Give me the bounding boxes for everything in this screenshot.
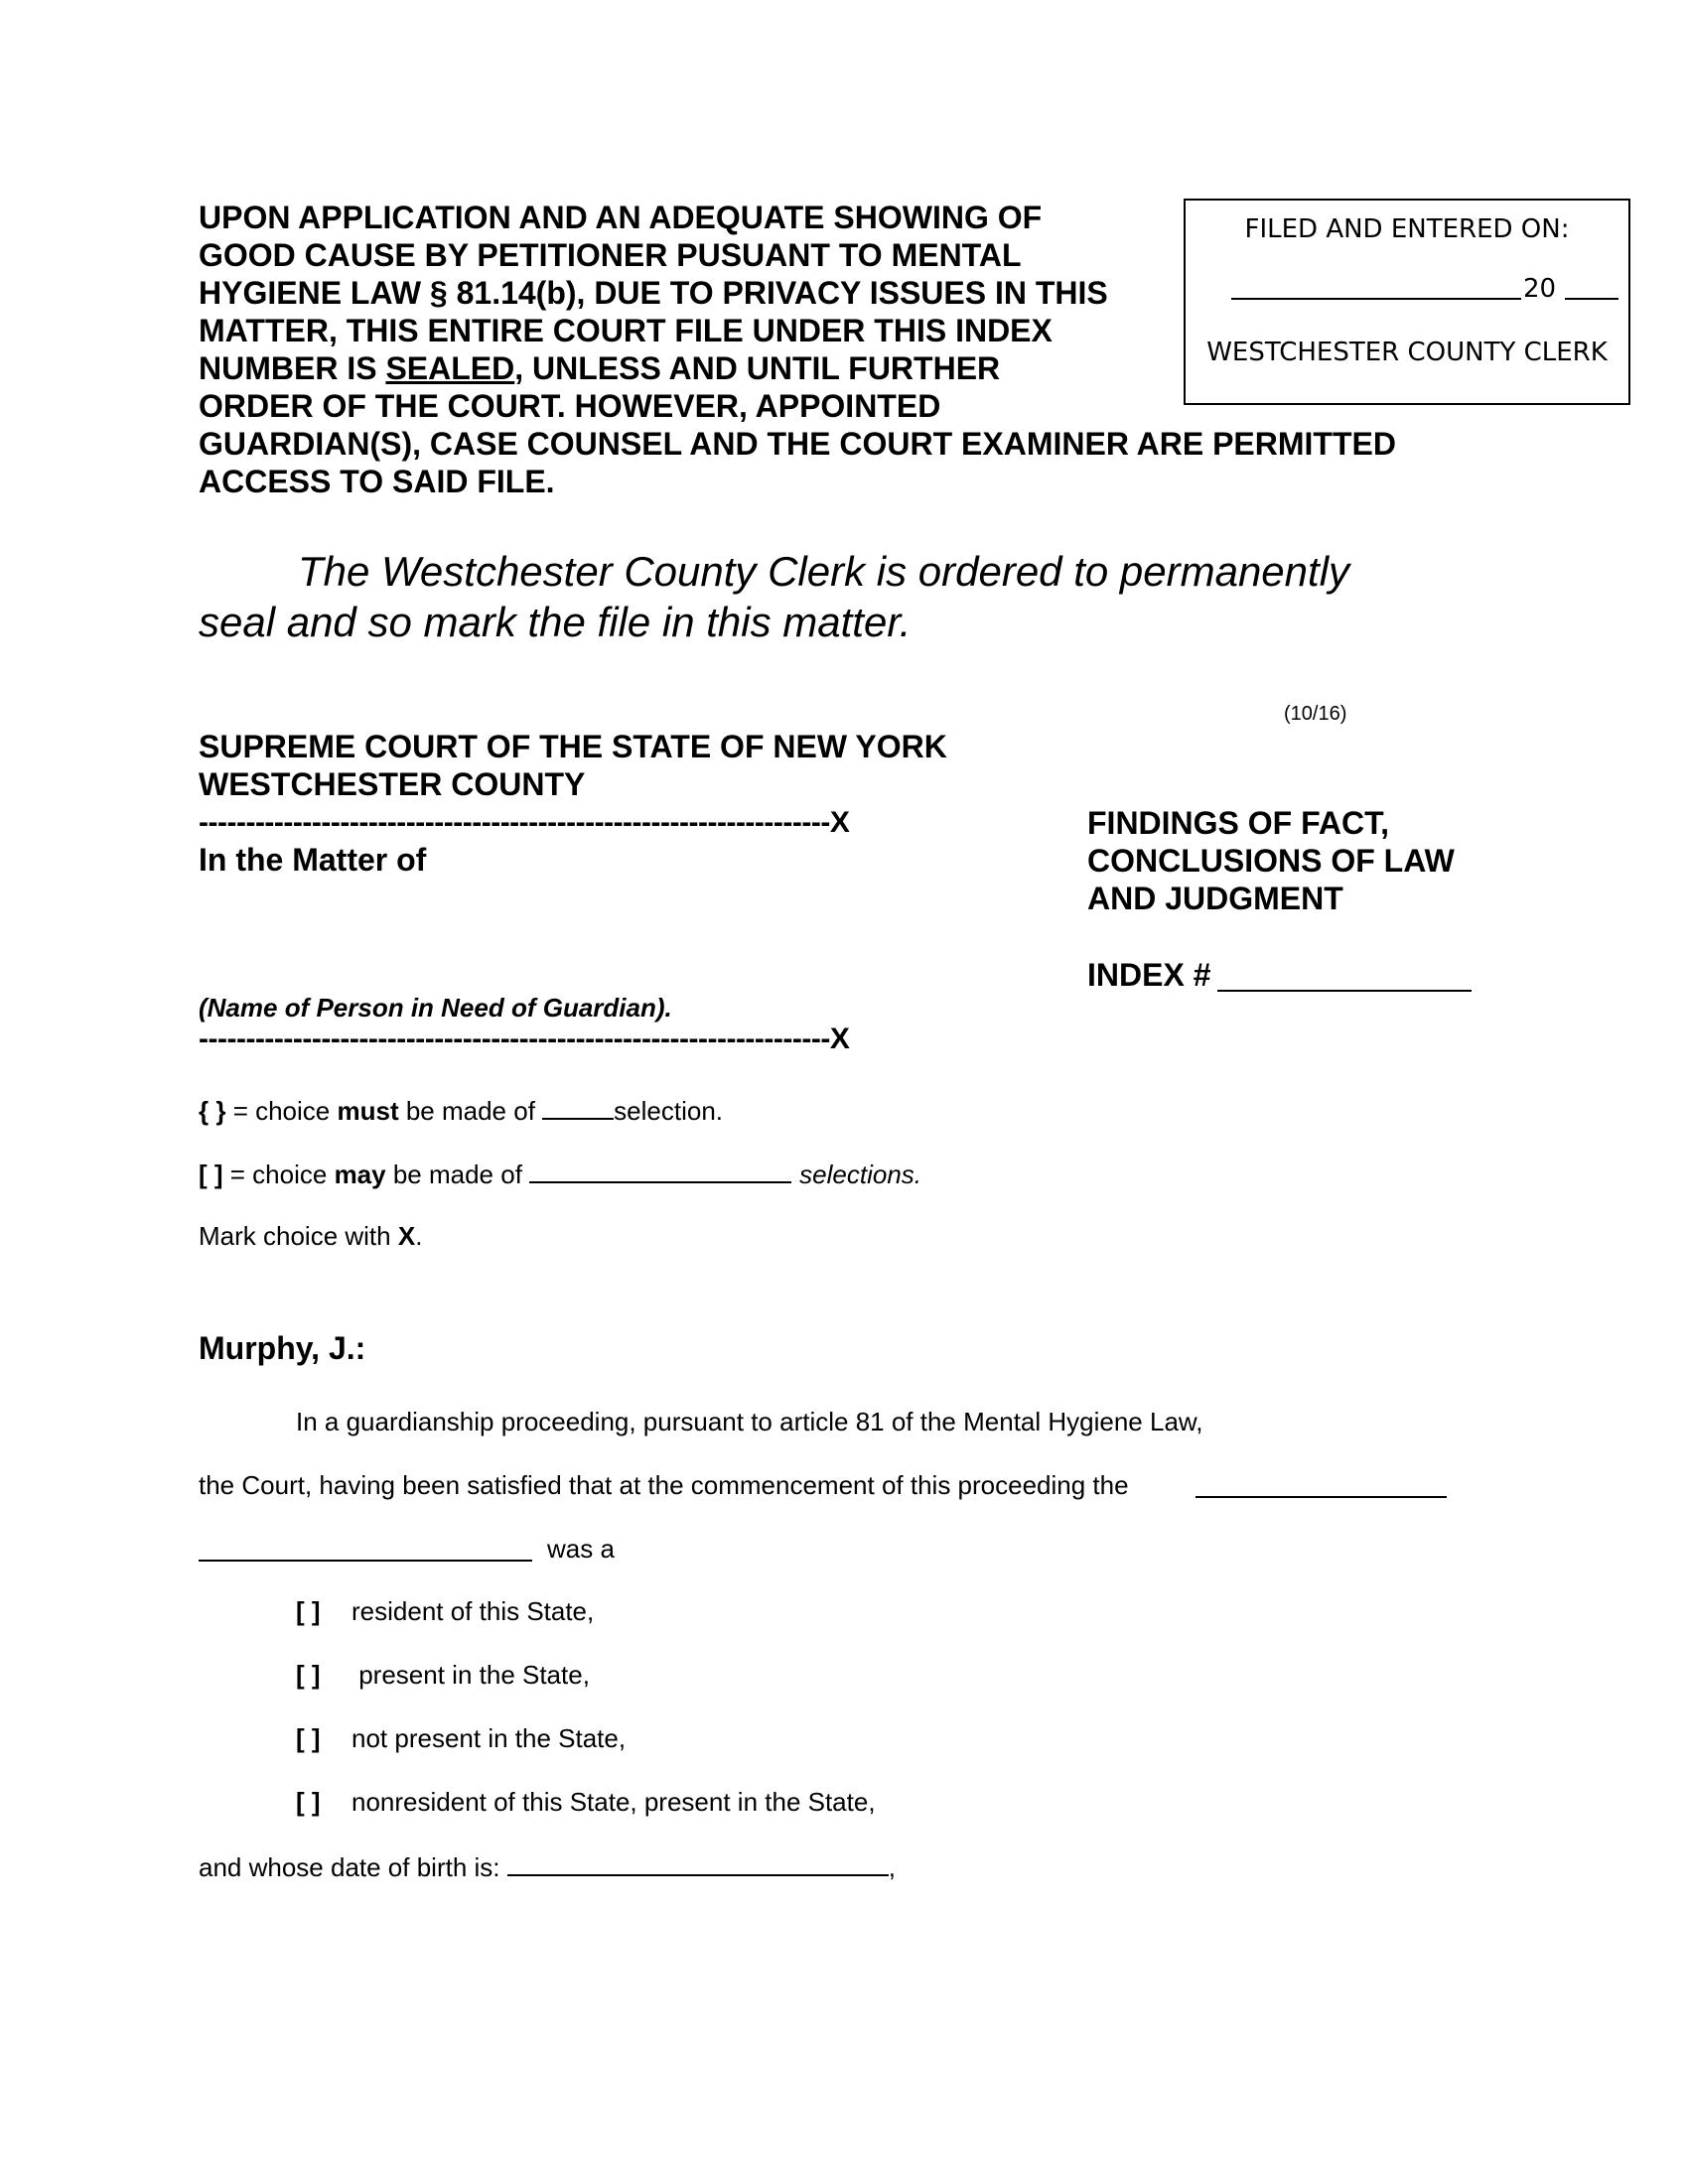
seal-notice-line: ACCESS TO SAID FILE. <box>199 464 555 499</box>
seal-notice-line: GUARDIAN(S), CASE COUNSEL AND THE COURT EXAMINER ARE PERMITTED <box>199 426 1396 462</box>
option-label: nonresident of this State, present in the State, <box>352 1787 876 1817</box>
option-resident[interactable] <box>296 1596 594 1627</box>
document-title-line: CONCLUSIONS OF LAW <box>1087 843 1455 879</box>
caption-bottom-rule: -------------------------------------------------------------------X <box>199 1023 850 1055</box>
court-name <box>199 728 947 803</box>
seal-notice-line: GOOD CAUSE BY PETITIONER PUSUANT TO MENTAL <box>199 237 1022 273</box>
clerk-order-line: seal and so mark the file in this matter. <box>199 599 912 645</box>
court-name-line: WESTCHESTER COUNTY <box>199 766 586 802</box>
checkbox-bracket[interactable]: [ ] <box>296 1596 321 1626</box>
seal-notice-line: ORDER OF THE COURT. HOWEVER, APPOINTED <box>199 388 941 424</box>
filed-box-clerk: WESTCHESTER COUNTY CLERK <box>1206 338 1608 367</box>
index-number-blank[interactable] <box>1217 989 1472 992</box>
option-label: not present in the State, <box>352 1723 627 1753</box>
dob-label: and whose date of birth is: <box>199 1852 500 1882</box>
sealed-word: SEALED <box>385 350 515 386</box>
may-count-blank[interactable] <box>529 1158 791 1183</box>
status-blank[interactable] <box>1196 1495 1447 1498</box>
seal-notice-line: HYGIENE LAW § 81.14(b), DUE TO PRIVACY ISSUES IN THIS <box>199 275 1108 311</box>
index-number-label: INDEX # <box>1087 957 1211 993</box>
seal-notice-text: , UNLESS AND UNTIL FURTHER <box>514 350 1001 386</box>
filed-year-prefix: 20 <box>1523 274 1557 304</box>
filed-entered-box <box>1184 199 1630 405</box>
option-nonresident-present[interactable] <box>296 1787 876 1818</box>
person-name-label: (Name of Person in Need of Guardian). <box>199 993 672 1023</box>
option-label: resident of this State, <box>352 1596 595 1626</box>
clerk-order-line: The Westchester County Clerk is ordered to permanently <box>298 548 1350 595</box>
court-name-line: SUPREME COURT OF THE STATE OF NEW YORK <box>199 729 947 764</box>
checkbox-bracket[interactable]: [ ] <box>296 1660 321 1690</box>
must-count-blank[interactable] <box>542 1094 614 1120</box>
date-of-birth-line: and whose date of birth is: , <box>199 1852 896 1882</box>
caption-top-rule: -------------------------------------------------------------------X <box>199 806 850 839</box>
clerk-order <box>199 546 1489 647</box>
checkbox-bracket[interactable]: [ ] <box>296 1723 321 1753</box>
legend-mark: Mark choice with X. <box>199 1221 423 1251</box>
document-title-line: FINDINGS OF FACT, <box>1087 805 1389 841</box>
legend-may: [ ] = choice may be made of selections. <box>199 1160 921 1189</box>
body-text-line: In a guardianship proceeding, pursuant to article 81 of the Mental Hygiene Law, <box>296 1407 1203 1436</box>
document-title-line: AND JUDGMENT <box>1087 881 1343 916</box>
form-revision-code: (10/16) <box>1284 703 1347 725</box>
seal-notice-line: MATTER, THIS ENTIRE COURT FILE UNDER THIS INDEX <box>199 313 1053 348</box>
seal-notice-text: NUMBER IS <box>199 350 386 386</box>
status-blank-continued[interactable] <box>199 1559 532 1562</box>
matter-label: In the Matter of <box>199 842 427 878</box>
body-text-line: the Court, having been satisfied that at the commencement of this proceeding the <box>199 1470 1129 1500</box>
option-label: present in the State, <box>352 1660 590 1690</box>
filed-date-blank[interactable] <box>1231 297 1521 300</box>
checkbox-bracket[interactable]: [ ] <box>296 1787 321 1817</box>
filed-box-title: FILED AND ENTERED ON: <box>1244 214 1570 244</box>
legend-must: { } = choice must be made of selection. <box>199 1096 723 1126</box>
document-title <box>1087 804 1455 917</box>
date-of-birth-blank[interactable] <box>507 1850 889 1876</box>
seal-notice-line: UPON APPLICATION AND AN ADEQUATE SHOWING OF <box>199 200 1043 235</box>
brace-symbol: { } <box>199 1096 226 1126</box>
judge-name: Murphy, J.: <box>199 1330 366 1366</box>
body-text-line: was a <box>547 1534 615 1564</box>
filed-year-blank[interactable] <box>1565 297 1618 300</box>
option-not-present[interactable] <box>296 1723 626 1754</box>
option-present[interactable] <box>296 1660 590 1691</box>
bracket-symbol: [ ] <box>199 1160 223 1189</box>
